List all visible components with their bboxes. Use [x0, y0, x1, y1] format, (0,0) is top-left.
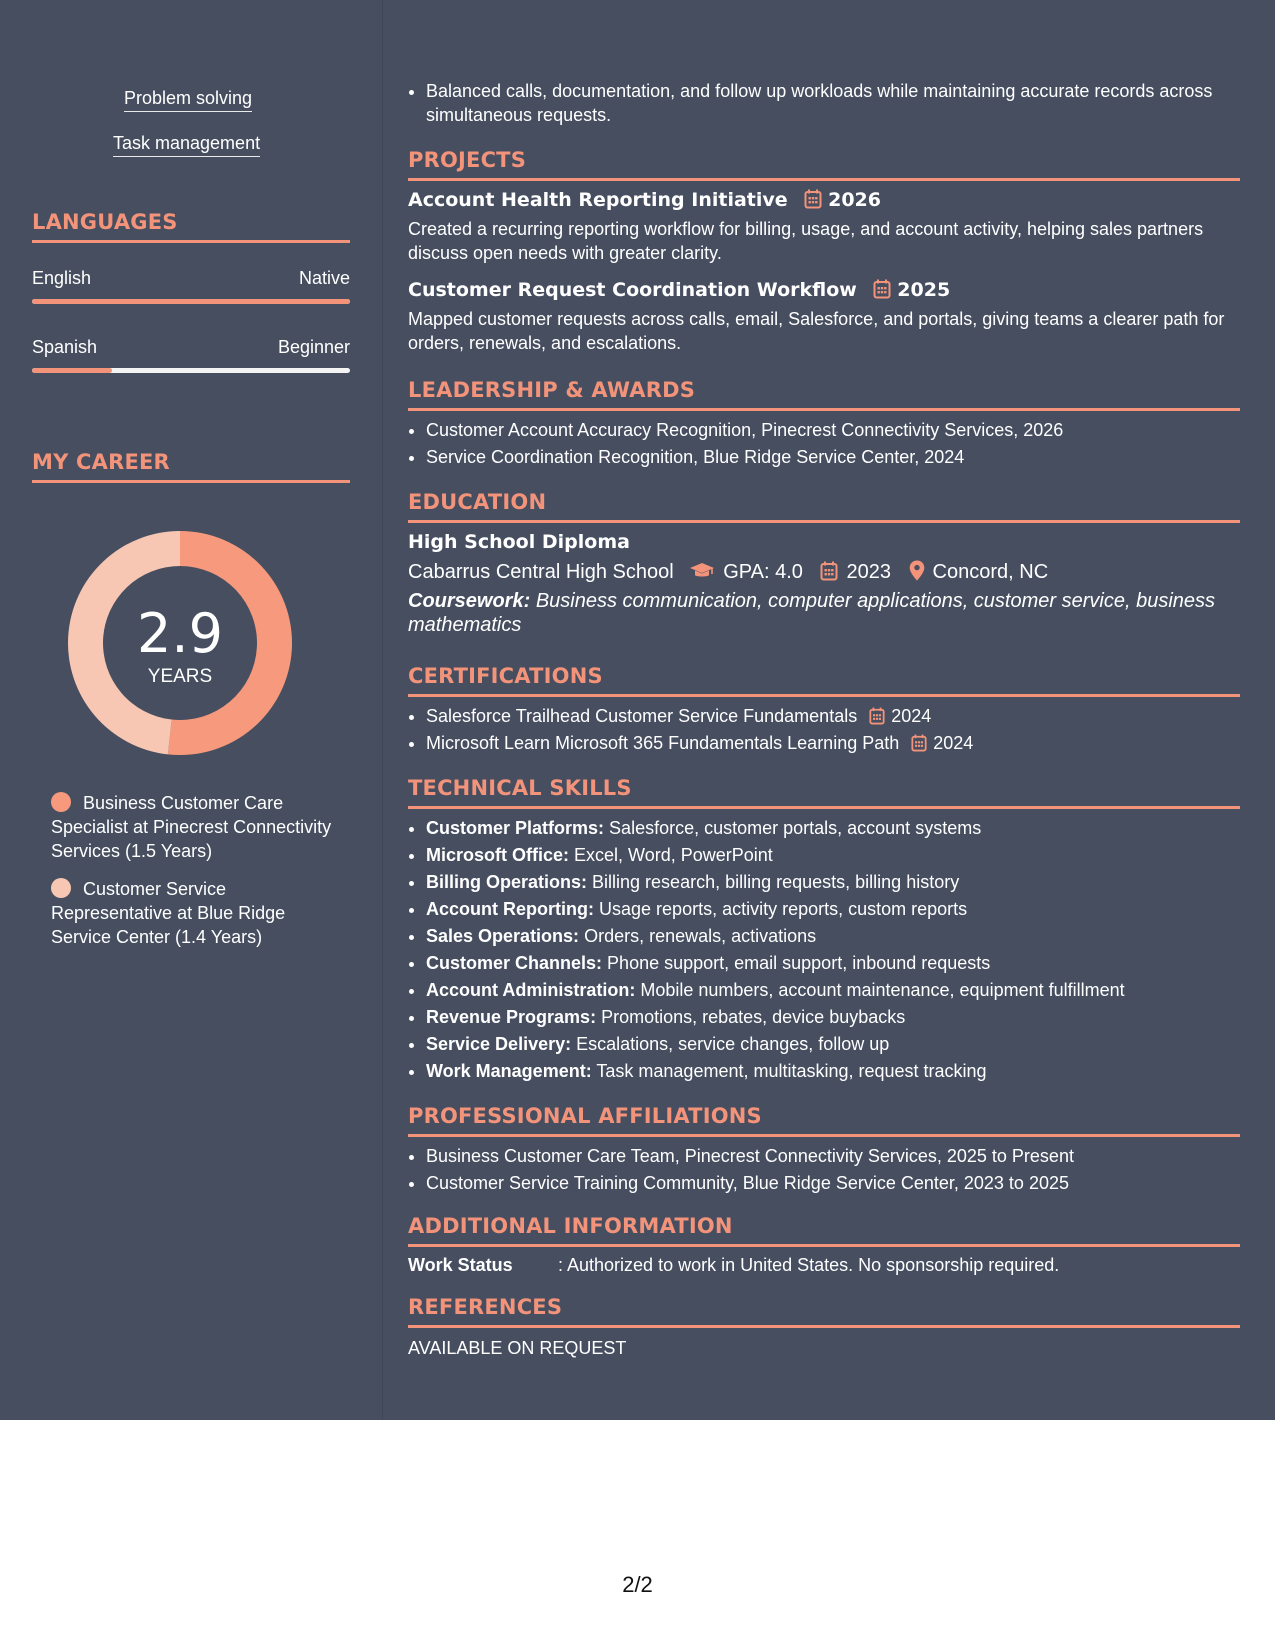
career-total-value: 2.9: [137, 602, 223, 665]
calendar-icon: [820, 561, 838, 581]
coursework-label: Coursework:: [408, 590, 531, 612]
education-year: 2023: [846, 561, 891, 583]
skill-item: [426, 815, 1240, 842]
career-legend-item: [51, 877, 341, 949]
language-bar-english: [32, 299, 350, 304]
awards-list: [408, 417, 1240, 471]
project-description: Mapped customer requests across calls, email, Salesforce, and portals, giving teams a clearer path for orders, renewals, and escalations.: [408, 309, 1225, 353]
references-value: AVAILABLE ON REQUEST: [408, 1338, 627, 1358]
award-item: • Customer Account Accuracy Recognition, Pinecrest Connectivity Services, 2026: [426, 417, 1240, 444]
certification-year: 2024: [933, 733, 974, 753]
skill-value: Excel, Word, PowerPoint: [574, 845, 773, 865]
skill-value: Promotions, rebates, device buybacks: [601, 1007, 906, 1027]
skill-value: Mobile numbers, account maintenance, equipment fulfillment: [640, 980, 1125, 1000]
skill-value: Orders, renewals, activations: [584, 926, 817, 946]
skill-tag-problem-solving: Problem solving: [124, 88, 252, 112]
work-status-label: Work Status: [408, 1255, 513, 1275]
certification-item: [426, 703, 1240, 730]
language-level: Beginner: [277, 337, 350, 357]
skill-item: [426, 950, 1240, 977]
project-item: [408, 189, 1240, 265]
languages-section: [32, 210, 350, 243]
skill-item: [426, 1031, 1240, 1058]
column-divider: [382, 0, 383, 1420]
experience-bullets: [408, 79, 1236, 127]
skill-item: [426, 842, 1240, 869]
project-year: 2025: [897, 279, 951, 301]
project-item: [408, 279, 1240, 355]
skill-label: Microsoft Office:: [426, 845, 570, 865]
projects-section: [408, 148, 1240, 355]
career-donut-chart: [67, 530, 293, 756]
location-pin-icon: [909, 560, 925, 581]
technical-skills-title: TECHNICAL SKILLS: [408, 776, 1240, 809]
affiliation-item: • Customer Service Training Community, Blue Ridge Service Center, 2023 to 2025: [426, 1170, 1240, 1197]
skill-label: Work Management:: [426, 1061, 592, 1081]
language-level: Native: [298, 268, 350, 288]
award-item: • Service Coordination Recognition, Blue Ridge Service Center, 2024: [426, 444, 1240, 471]
additional-info-title: ADDITIONAL INFORMATION: [408, 1214, 1240, 1247]
career-legend-item: [51, 791, 341, 863]
skill-item: [426, 1004, 1240, 1031]
education-section: [408, 490, 1240, 637]
skill-label: Customer Channels:: [426, 953, 603, 973]
project-name: Customer Request Coordination Workflow: [408, 279, 857, 301]
experience-bullet: • Balanced calls, documentation, and follow up workloads while maintaining accurate records across simultaneous requests.: [426, 79, 1236, 127]
awards-title: LEADERSHIP & AWARDS: [408, 378, 1240, 411]
language-name: English: [32, 268, 92, 288]
certification-name: Microsoft Learn Microsoft 365 Fundamentals Learning Path: [426, 733, 900, 753]
education-gpa: GPA: 4.0: [723, 561, 803, 583]
technical-skills-section: [408, 776, 1240, 1085]
skill-label: Service Delivery:: [426, 1034, 572, 1054]
certification-name: Salesforce Trailhead Customer Service Fundamentals: [426, 706, 858, 726]
skill-value: Escalations, service changes, follow up: [576, 1034, 890, 1054]
calendar-icon: [804, 189, 822, 209]
skill-label: Billing Operations:: [426, 872, 588, 892]
skill-item: [426, 869, 1240, 896]
certifications-section: [408, 664, 1240, 757]
education-degree: High School Diploma: [408, 531, 630, 553]
skill-value: Usage reports, activity reports, custom reports: [599, 899, 968, 919]
skill-label: Account Administration:: [426, 980, 636, 1000]
additional-info-section: [408, 1214, 1240, 1276]
page-number: 2/2: [622, 1572, 653, 1597]
languages-title: LANGUAGES: [32, 210, 350, 243]
references-section: [408, 1295, 1240, 1359]
skill-label: Account Reporting:: [426, 899, 594, 919]
graduation-cap-icon: [689, 562, 715, 580]
skill-tag-task-management: Task management: [113, 133, 260, 157]
certifications-list: [408, 703, 1240, 757]
language-row-english: [32, 268, 350, 289]
career-total-unit: YEARS: [147, 666, 213, 687]
awards-section: [408, 378, 1240, 471]
education-title: EDUCATION: [408, 490, 1240, 523]
skill-item: [426, 977, 1240, 1004]
skill-label: Revenue Programs:: [426, 1007, 597, 1027]
career-section: [32, 450, 350, 483]
skill-value: Phone support, email support, inbound requests: [607, 953, 991, 973]
skill-label: Customer Platforms:: [426, 818, 605, 838]
projects-title: PROJECTS: [408, 148, 1240, 181]
calendar-icon: [869, 707, 885, 725]
certification-item: [426, 730, 1240, 757]
career-legend-label: Customer Service Representative at Blue Ridge Service Center (1.4 Years): [51, 879, 286, 947]
skill-item: [426, 923, 1240, 950]
affiliations-list: [408, 1143, 1240, 1197]
coursework-text: Business communication, computer applications, customer service, business mathematics: [408, 590, 1216, 636]
certifications-title: CERTIFICATIONS: [408, 664, 1240, 697]
skill-value: Salesforce, customer portals, account systems: [609, 818, 982, 838]
skill-value: Task management, multitasking, request tracking: [596, 1061, 987, 1081]
references-title: REFERENCES: [408, 1295, 1240, 1328]
project-name: Account Health Reporting Initiative: [408, 189, 788, 211]
language-bar-fill: [32, 299, 350, 304]
project-year: 2026: [828, 189, 881, 211]
language-name: Spanish: [32, 337, 98, 357]
calendar-icon: [873, 279, 891, 299]
language-row-spanish: [32, 337, 350, 358]
work-status-row: [408, 1255, 1240, 1276]
legend-dot-icon: [51, 878, 71, 898]
language-bar-spanish: [32, 368, 350, 373]
skill-item: [426, 896, 1240, 923]
certification-year: 2024: [891, 706, 932, 726]
project-description: Created a recurring reporting workflow for billing, usage, and account activity, helping sales partners discuss open needs with greater clarity.: [408, 219, 1204, 263]
career-legend-label: Business Customer Care Specialist at Pinecrest Connectivity Services (1.5 Years): [51, 793, 332, 861]
legend-dot-icon: [51, 792, 71, 812]
education-school: Cabarrus Central High School: [408, 561, 674, 583]
education-details: [408, 559, 1240, 585]
career-title: MY CAREER: [32, 450, 350, 483]
skill-label: Sales Operations:: [426, 926, 580, 946]
calendar-icon: [911, 734, 927, 752]
work-status-value: : Authorized to work in United States. No sponsorship required.: [558, 1255, 1060, 1275]
affiliation-item: • Business Customer Care Team, Pinecrest Connectivity Services, 2025 to Present: [426, 1143, 1240, 1170]
affiliations-section: [408, 1104, 1240, 1197]
education-coursework: [408, 589, 1240, 637]
affiliations-title: PROFESSIONAL AFFILIATIONS: [408, 1104, 1240, 1137]
education-location: Concord, NC: [932, 561, 1049, 583]
technical-skills-list: [408, 815, 1240, 1085]
skill-item: [426, 1058, 1240, 1085]
skill-value: Billing research, billing requests, billing history: [592, 872, 960, 892]
language-bar-fill: [32, 368, 112, 373]
